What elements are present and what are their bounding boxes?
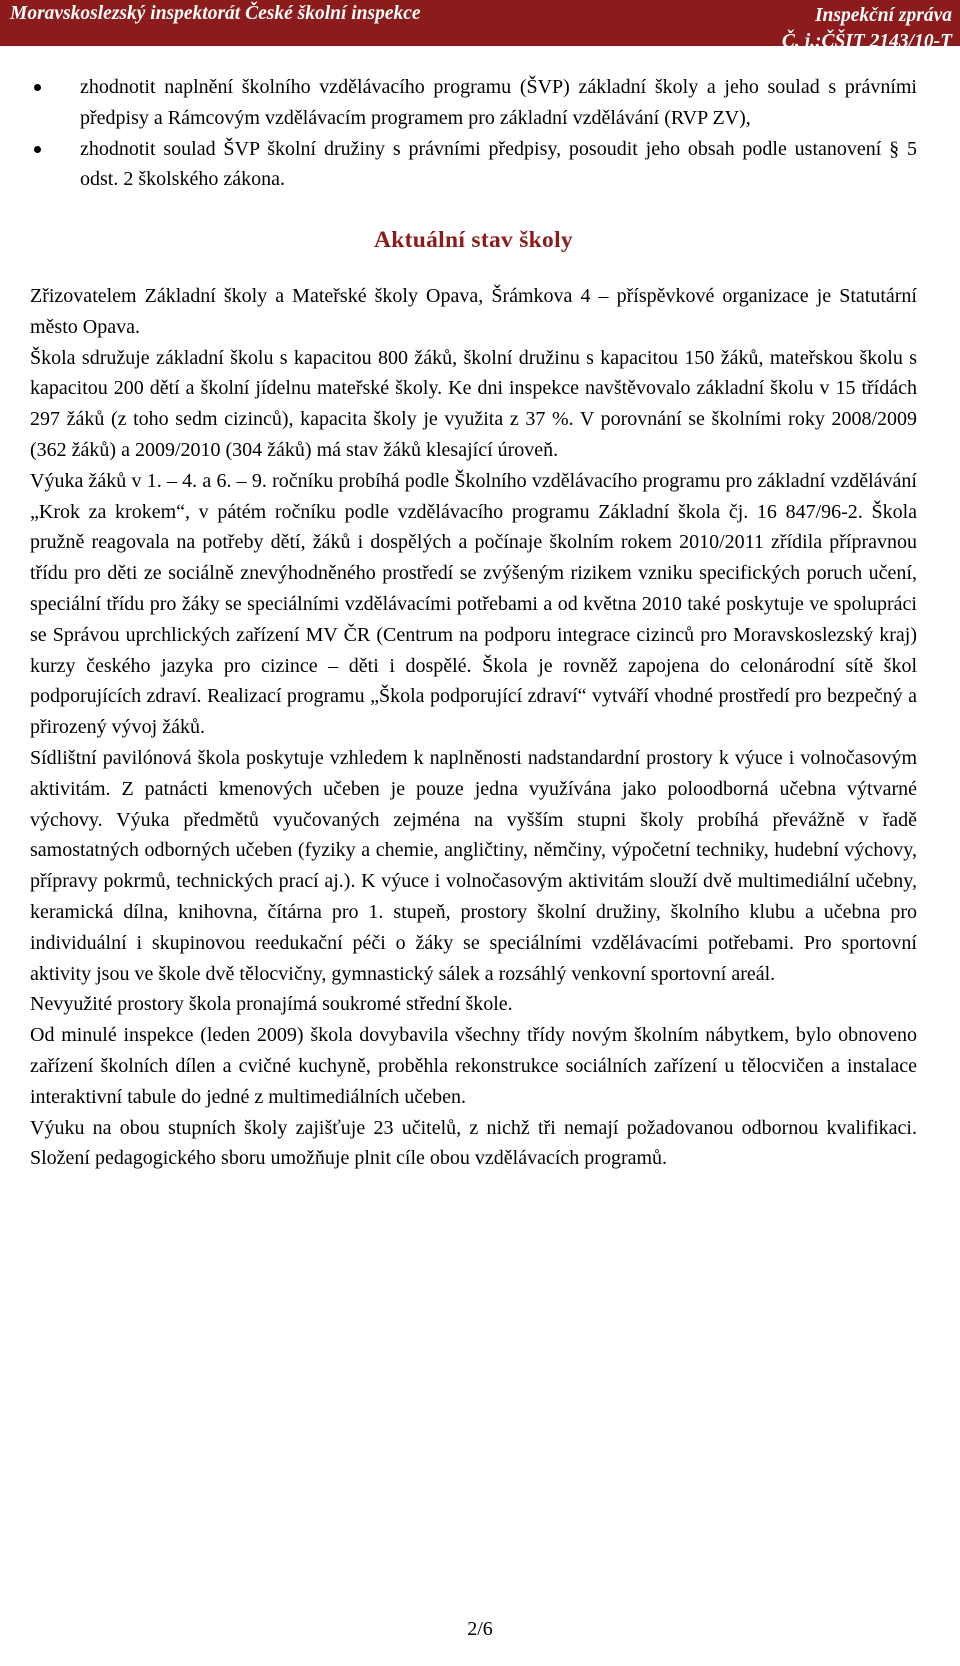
header-reference-number: Č. j.:ČŠIT 2143/10-T xyxy=(781,31,952,52)
list-item xyxy=(30,72,917,134)
section-heading: Aktuální stav školy xyxy=(374,227,573,254)
list-item-text: zhodnotit naplnění školního vzdělávacího programu (ŠVP) základní školy a jeho soulad s právními předpisy a Rámcovým vzdělávacím programem pro základní vzdělávání (RVP ZV), xyxy=(80,76,917,129)
header-report-info xyxy=(782,3,952,55)
paragraph-staff: Výuku na obou stupních školy zajišťuje 23 učitelů, z nichž tři nemají požadovanou odbornou kvalifikaci. Složení pedagogického sboru umožňuje plnit cíle obou vzdělávacích programů. xyxy=(30,1116,917,1170)
list-item xyxy=(30,134,917,196)
goals-list xyxy=(30,72,917,195)
list-item-text: zhodnotit soulad ŠVP školní družiny s právními předpisy, posoudit jeho obsah podle ustanovení § 5 odst. 2 školského zákona. xyxy=(80,137,917,191)
page-header xyxy=(0,0,960,52)
paragraph-curriculum: Výuka žáků v 1. – 4. a 6. – 9. ročníku probíhá podle Školního vzdělávacího programu pro základní vzdělávání „Krok za krokem“, v pátém ročníku podle vzdělávacího programu Základní škola čj. 16 847/96-2. Škola pružně reagovala na potřeby dětí, žáků i dospělých a počínaje školním rokem 2010/2011 zřídila přípravnou třídu pro děti ze sociálně znevýhodněného prostředí se zvýšeným rizikem vzniku specifických poruch učení, speciální třídu pro žáky se speciálními vzdělávacími potřebami a od května 2010 také poskytuje ve spolupráci se Správou uprchlických zařízení MV ČR (Centrum na podporu integrace cizinců pro Moravskoslezský kraj) kurzy českého jazyka pro cizince – děti i dospělé. Škola je rovněž zapojena do celonárodní sítě škol podporujících zdraví. Realizací programu „Škola podporující zdraví“ vytváří vhodné prostředí pro bezpečný a přirozený vývoj žáků. xyxy=(30,469,917,739)
paragraph-equipment: Od minulé inspekce (leden 2009) škola dovybavila všechny třídy novým školním nábytkem, bylo obnoveno zařízení školních dílen a cvičné kuchyně, proběhla rekonstrukce sociálních zařízení u tělocvičen a instalace interaktivní tabule do jedné z multimediálních učeben. xyxy=(30,1024,917,1108)
paragraph-founder: Zřizovatelem Základní školy a Mateřské školy Opava, Šrámkova 4 – příspěvkové organizace je Statutární město Opava. xyxy=(30,284,917,338)
header-inspectorate: Moravskoslezský inspektorát České školní inspekce xyxy=(10,3,421,24)
paragraph-rentals: Nevyužité prostory škola pronajímá soukromé střední škole. xyxy=(30,993,513,1016)
bullet-icon xyxy=(34,84,41,91)
bullet-icon xyxy=(34,146,41,153)
paragraph-capacity: Škola sdružuje základní školu s kapacitou 800 žáků, školní družinu s kapacitou 150 žáků, mateřskou školu s kapacitou 200 dětí a školní jídelnu mateřské školy. Ke dni inspekce navštěvovalo základní školu v 15 třídách 297 žáků (z toho sedm cizinců), kapacita školy je využita z 37 %. V porovnání se školními roky 2008/2009 (362 žáků) a 2009/2010 (304 žáků) má stav žáků klesající úroveň. xyxy=(30,346,917,461)
page-number: 2/6 xyxy=(467,1618,493,1640)
header-report-title: Inspekční zpráva xyxy=(814,5,952,26)
paragraph-premises: Sídlištní pavilónová škola poskytuje vzhledem k naplněnosti nadstandardní prostory k výuce i volnočasovým aktivitám. Z patnácti kmenových učeben je pouze jedna využívána jako poloodborná učebna výtvarné výchovy. Výuka předmětů vyučovaných zejména na vyšším stupni školy probíhá převážně v řadě samostatných odborných učeben (fyziky a chemie, angličtiny, němčiny, výpočetní techniky, hudební výchovy, přípravy pokrmů, technických prací aj.). K výuce i volnočasovým aktivitám slouží dvě multimediální učebny, keramická dílna, knihovna, čítárna pro 1. stupeň, prostory školní družiny, školního klubu a učebna pro individuální i skupinovou reedukační péči o žáky se speciálními vzdělávacími potřebami. Pro sportovní aktivity jsou ve škole dvě tělocvičny, gymnastický sálek a rozsáhlý venkovní sportovní areál. xyxy=(30,746,917,985)
page-body xyxy=(30,72,917,1174)
